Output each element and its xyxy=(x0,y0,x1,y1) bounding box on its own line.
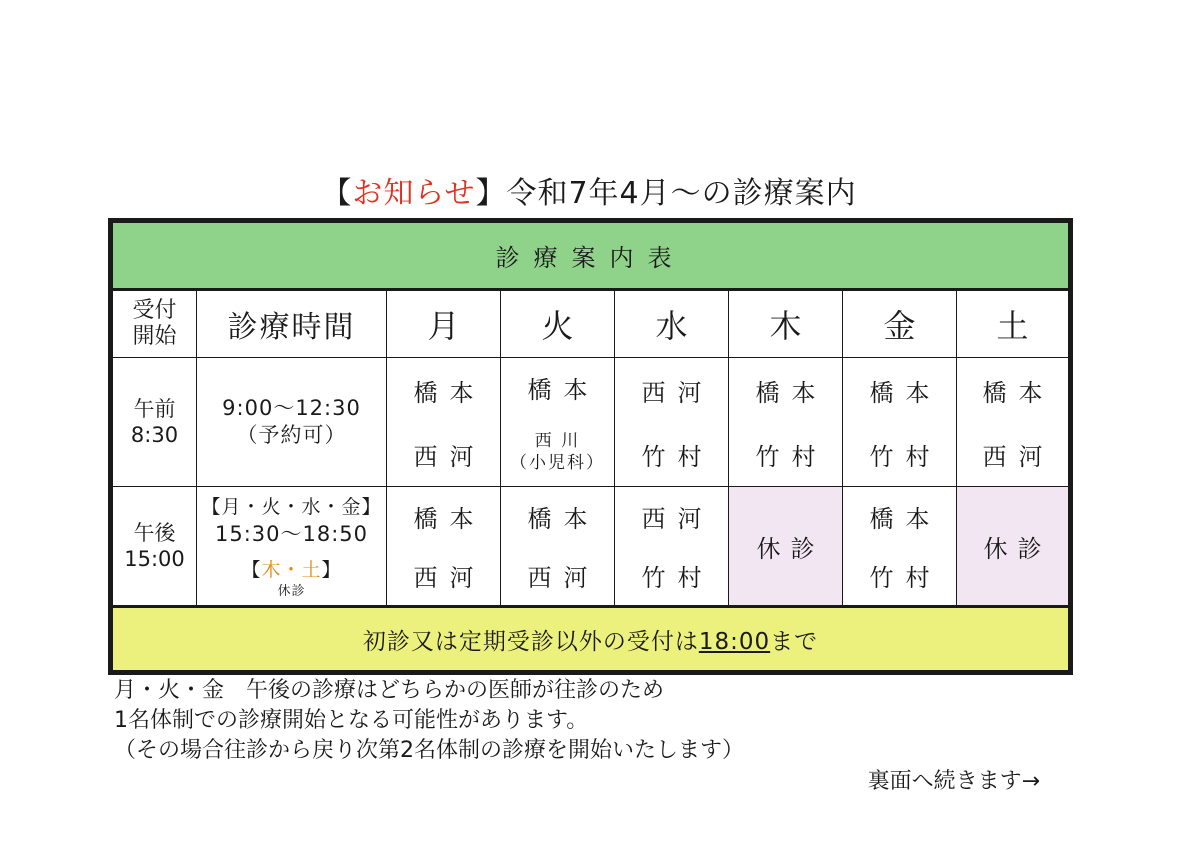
pm-hours-time: 15:30〜18:50 xyxy=(214,521,369,546)
doctor-name: 橋本 xyxy=(413,378,486,407)
pm-cell-tue xyxy=(501,487,615,607)
pm-start-label: 午後 xyxy=(133,521,176,545)
day-header-tue: 火 xyxy=(501,290,615,358)
am-start-time: 8:30 xyxy=(130,423,179,447)
table-heading: 診療案内表 xyxy=(111,221,1071,290)
doctor-name: 橋本 xyxy=(413,505,486,533)
pm-cell-sat-closed xyxy=(957,487,1071,607)
doctor-name: 橋本 xyxy=(527,376,600,405)
pm-closed-close-bracket: 】 xyxy=(321,558,342,581)
footer-prefix: 初診又は定期受診以外の受付は xyxy=(362,628,699,655)
table-footer xyxy=(111,607,1071,673)
reception-header-line2: 開始 xyxy=(132,324,177,349)
closed-label: 休診 xyxy=(983,534,1052,563)
day-header-thu: 木 xyxy=(729,290,843,358)
am-cell-thu xyxy=(729,358,843,487)
page-title xyxy=(0,168,1178,212)
title-open-bracket: 【 xyxy=(321,176,353,211)
schedule-table xyxy=(108,218,1073,675)
pm-closed-note: 休診 xyxy=(277,583,306,599)
am-hours-time: 9:00〜12:30 xyxy=(222,396,361,420)
doctor-name: 竹村 xyxy=(869,564,942,592)
pm-start-time: 15:00 xyxy=(124,547,185,571)
doctor-name: 西河 xyxy=(413,442,486,471)
closed-label: 休診 xyxy=(756,534,825,563)
doctor-name: 西河 xyxy=(527,564,600,592)
reception-header-line1: 受付 xyxy=(132,298,177,323)
title-text: 令和7年4月〜の診療案内 xyxy=(506,176,857,211)
note-line: 月・火・金 午後の診療はどちらかの医師が往診のため xyxy=(114,678,665,703)
note-line: 1名体制での診療開始となる可能性があります。 xyxy=(114,708,589,733)
doctor-name: 西河 xyxy=(982,442,1055,471)
notes-block xyxy=(114,676,744,766)
pm-cell-fri xyxy=(843,487,957,607)
pm-cell-thu-closed xyxy=(729,487,843,607)
hours-header: 診療時間 xyxy=(197,290,387,358)
day-header-wed: 水 xyxy=(615,290,729,358)
doctor-name: 竹村 xyxy=(755,442,828,471)
table-row xyxy=(111,487,1071,607)
day-header-mon: 月 xyxy=(387,290,501,358)
pm-reception-start xyxy=(111,487,197,607)
am-cell-fri xyxy=(843,358,957,487)
doctor-name: 西河 xyxy=(413,564,486,592)
pm-hours-days: 【月・火・水・金】 xyxy=(201,495,382,518)
doctor-name: 橋本 xyxy=(982,378,1055,407)
am-hours xyxy=(197,358,387,487)
doctor-name: 橋本 xyxy=(869,378,942,407)
am-start-label: 午前 xyxy=(133,397,176,421)
pm-closed-open-bracket: 【 xyxy=(241,558,262,581)
title-notice: お知らせ xyxy=(352,176,476,211)
pm-closed-days: 木・土 xyxy=(261,558,322,581)
table-row xyxy=(111,358,1071,487)
am-cell-mon xyxy=(387,358,501,487)
day-header-fri: 金 xyxy=(843,290,957,358)
footer-suffix: まで xyxy=(770,628,819,655)
doctor-name: 橋本 xyxy=(527,505,600,533)
doctor-name: 竹村 xyxy=(869,442,942,471)
pm-cell-wed xyxy=(615,487,729,607)
pediatrics-label: （小児科） xyxy=(510,452,605,473)
day-header-sat: 土 xyxy=(957,290,1071,358)
am-reception-start xyxy=(111,358,197,487)
reception-start-header xyxy=(111,290,197,358)
footer-time: 18:00 xyxy=(698,628,771,655)
am-cell-wed xyxy=(615,358,729,487)
continue-note: 裏面へ続きます→ xyxy=(867,769,1040,794)
pm-cell-mon xyxy=(387,487,501,607)
doctor-name: 竹村 xyxy=(641,564,714,592)
doctor-name: 西河 xyxy=(641,378,714,407)
doctor-name-pediatrics xyxy=(501,430,614,474)
am-cell-sat xyxy=(957,358,1071,487)
doctor-name: 橋本 xyxy=(869,505,942,533)
pm-hours xyxy=(197,487,387,607)
doctor-name: 竹村 xyxy=(641,442,714,471)
doctor-name-small: 西 川 xyxy=(534,430,581,451)
am-hours-note: （予約可） xyxy=(236,423,347,447)
doctor-name: 西河 xyxy=(641,505,714,533)
doctor-name: 橋本 xyxy=(755,378,828,407)
title-close-bracket: 】 xyxy=(475,176,507,211)
am-cell-tue xyxy=(501,358,615,487)
note-line: （その場合往診から戻り次第2名体制の診療を開始いたします） xyxy=(114,738,744,763)
